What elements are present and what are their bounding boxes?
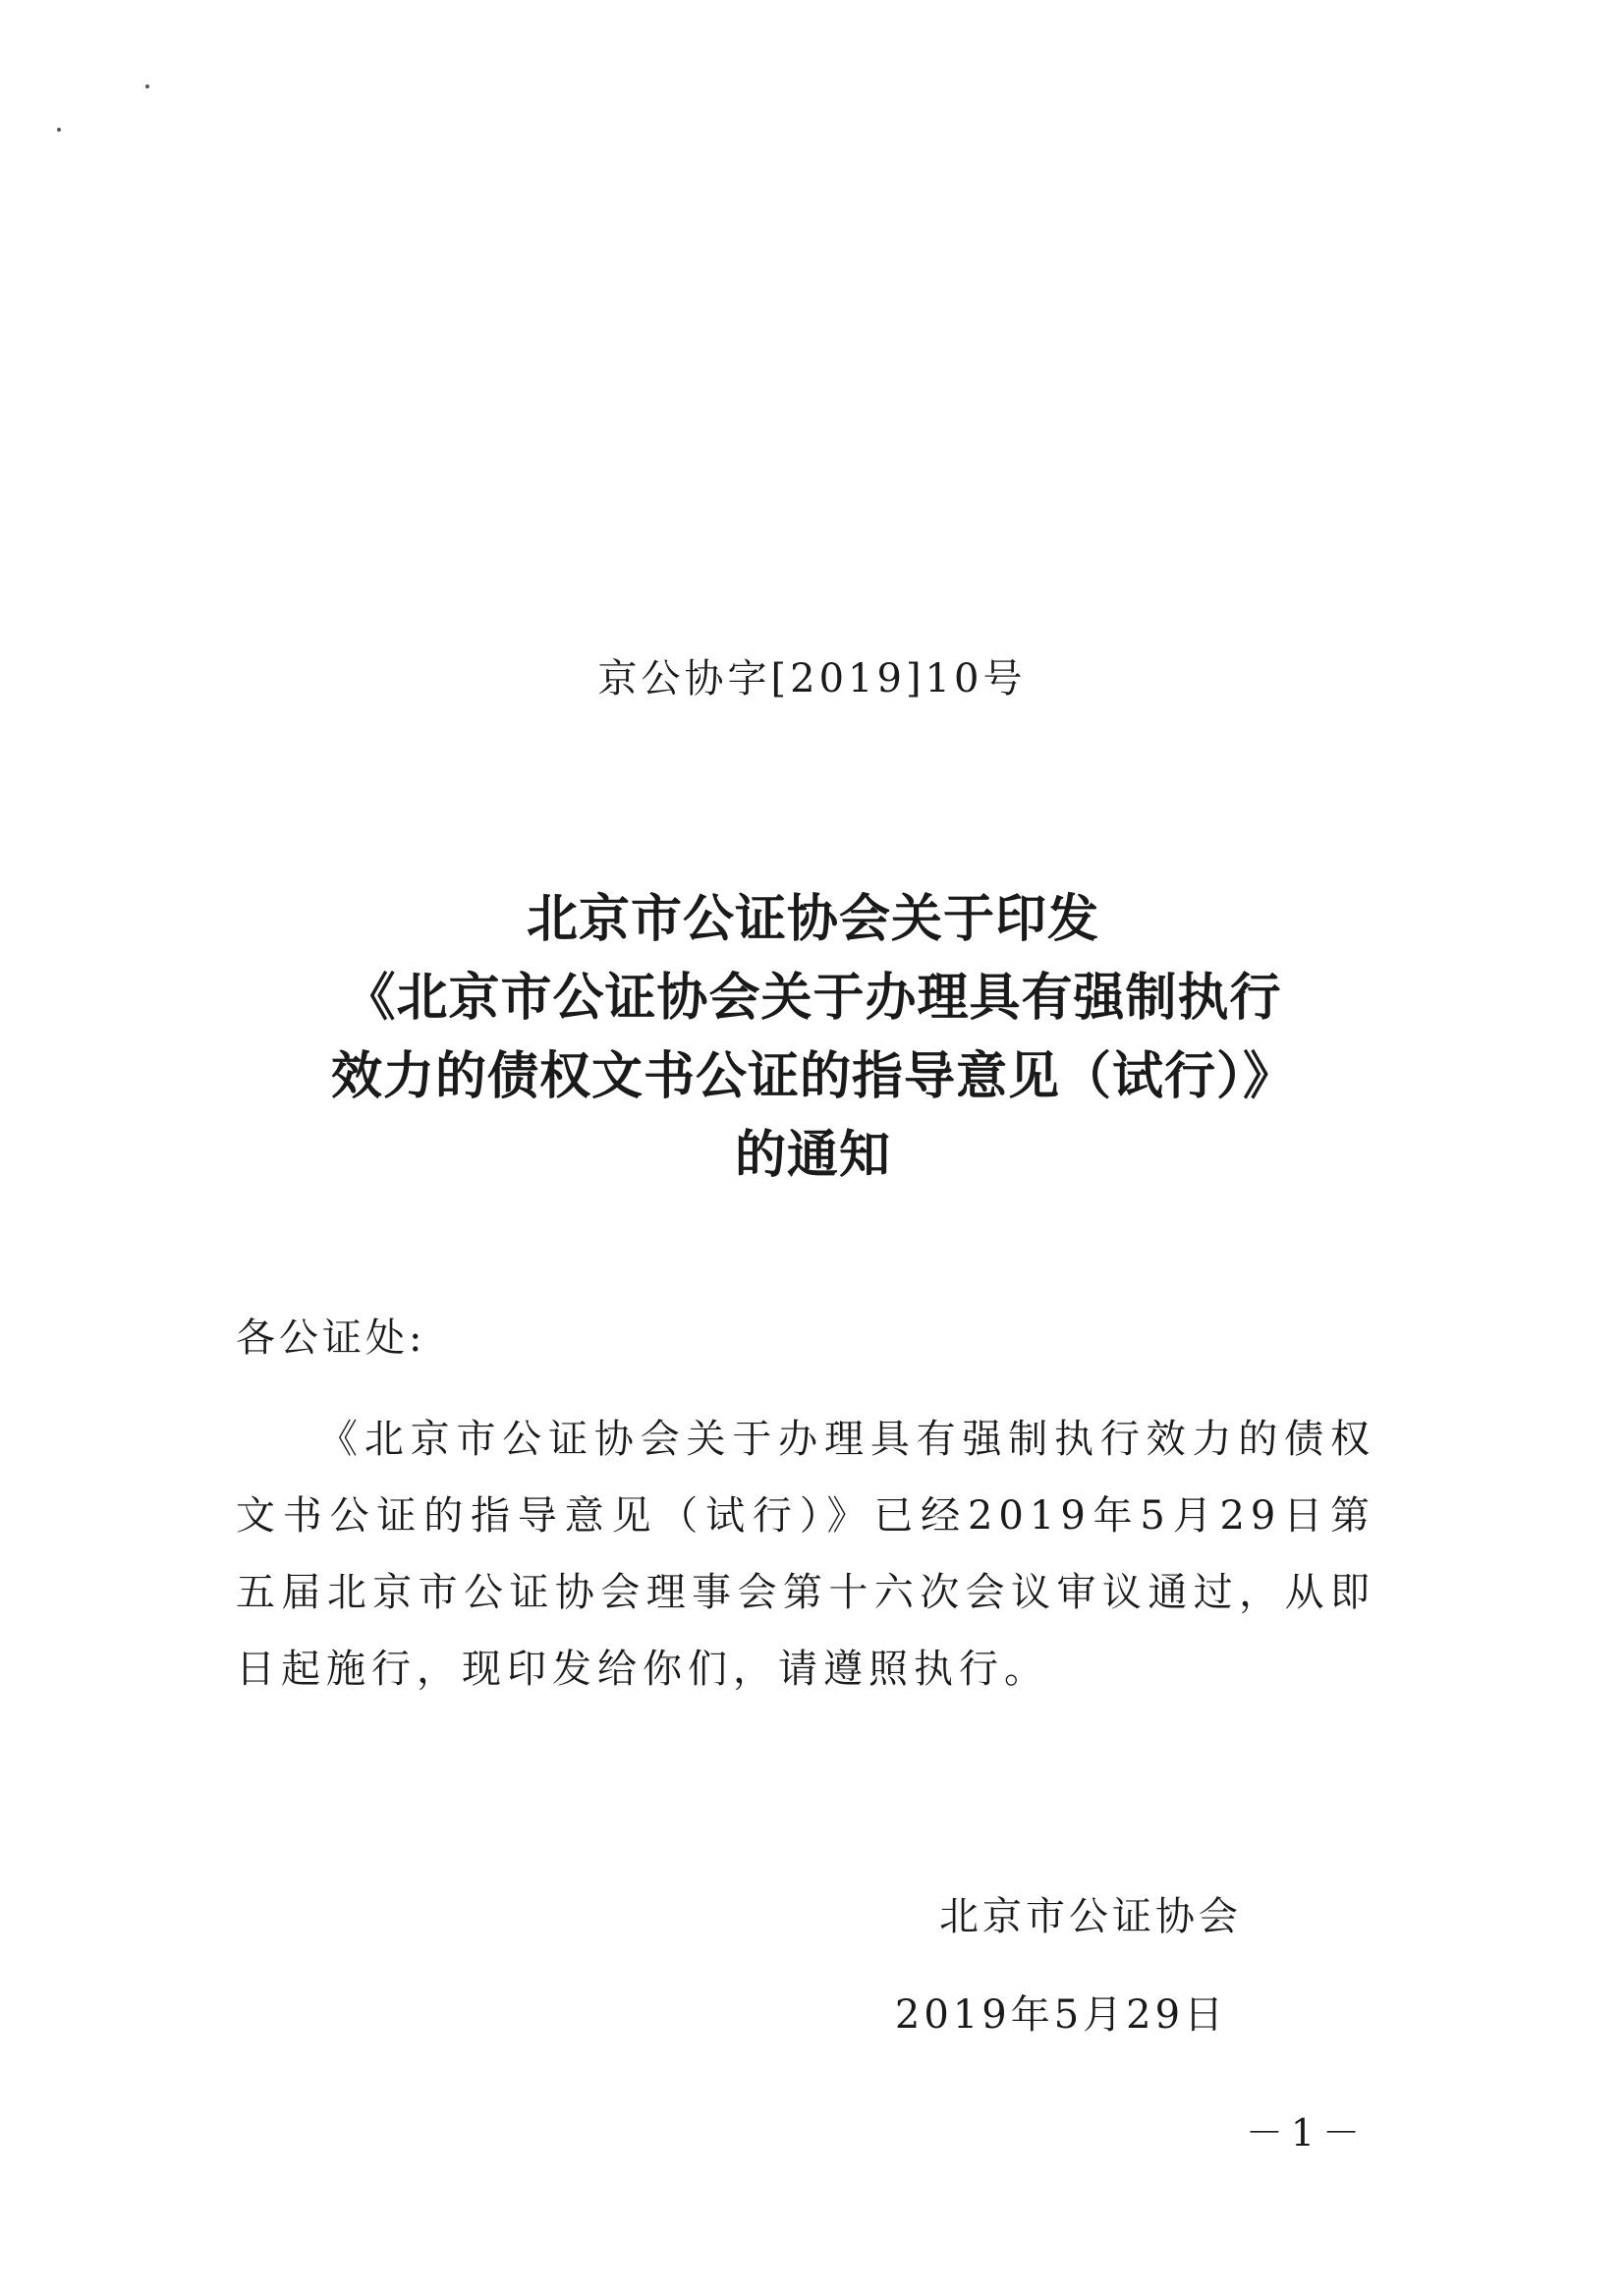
- title-line: 北京市公证协会关于印发: [526, 890, 1099, 949]
- title-line: 的通知: [734, 1126, 891, 1185]
- document-title: [236, 880, 1390, 1195]
- title-line: 《北京市公证协会关于办理具有强制执行: [344, 969, 1282, 1028]
- signature-date: 2019年5月29日: [894, 1992, 1228, 2038]
- signature-block: [884, 1892, 1297, 2040]
- signature-organization: 北京市公证协会: [939, 1894, 1242, 1939]
- document-number: 京公协字[2019]10号: [597, 656, 1027, 701]
- body-paragraph: 《北京市公证协会关于办理具有强制执行效力的债权文书公证的指导意见（试行）》已经2019年5月29日第五届北京市公证协会理事会第十六次会议审议通过，从即日起施行，现印发给你们，请遵照执行。: [236, 1417, 1375, 1692]
- scan-speck: [57, 128, 61, 132]
- page-number: －1－: [1245, 2111, 1369, 2155]
- title-line: 效力的债权文书公证的指导意见（试行）》: [330, 1047, 1295, 1106]
- salutation: 各公证处:: [236, 1315, 426, 1361]
- scan-speck: [145, 84, 149, 88]
